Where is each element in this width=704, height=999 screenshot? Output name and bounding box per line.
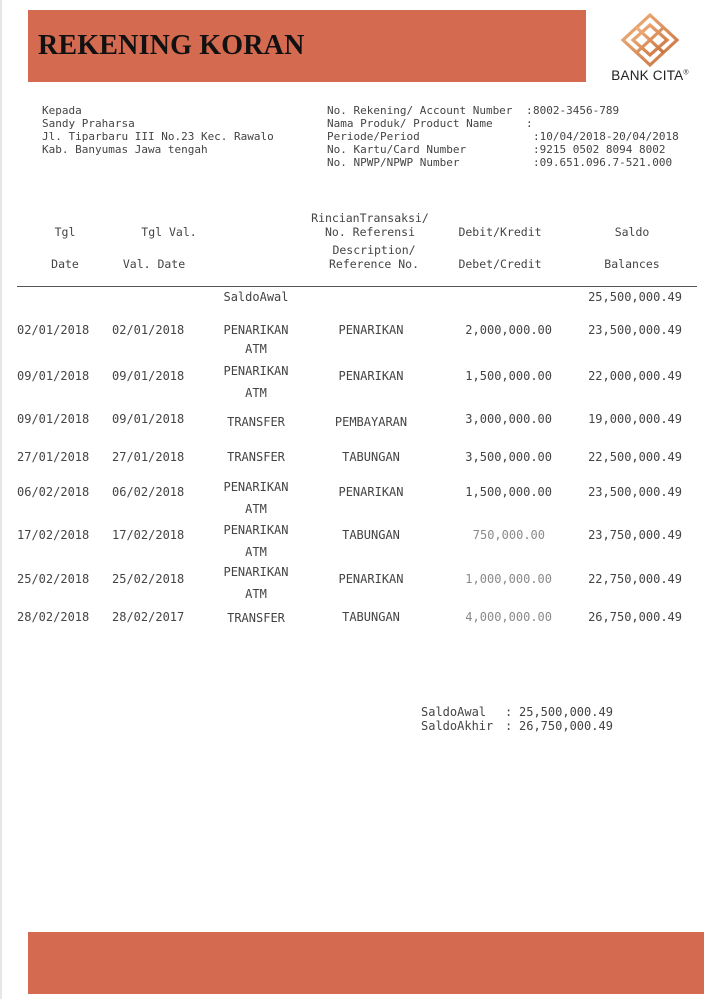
summary-closing-sep: : — [505, 719, 513, 733]
summary-opening-sep: : — [505, 705, 513, 719]
header-reference-no: Reference No. — [328, 257, 419, 271]
header-description: Description/ — [332, 243, 416, 257]
summary-closing-label: SaldoAkhir — [421, 719, 494, 733]
row-balance: 22,500,000.49 — [588, 450, 682, 464]
row-date: 09/01/2018 — [17, 412, 90, 426]
row-description: TRANSFER — [227, 450, 285, 464]
bank-logo — [600, 12, 700, 86]
row-val-date: 25/02/2018 — [112, 572, 185, 586]
npwp-value: :09.651.096.7-521.000 — [533, 156, 673, 169]
account-number-row — [327, 104, 679, 117]
header-debit-kredit: Debit/Kredit — [458, 225, 542, 239]
row-val-date: 09/01/2018 — [112, 412, 185, 426]
opening-label: SaldoAwal — [223, 290, 289, 304]
row-val-date: 06/02/2018 — [112, 485, 185, 499]
row-reference: TABUNGAN — [342, 528, 400, 542]
row-balance: 19,000,000.49 — [588, 412, 682, 426]
card-number-sep — [526, 143, 533, 156]
account-number-sep: : — [526, 104, 533, 117]
row-description: TRANSFER — [227, 415, 285, 429]
row-balance: 23,500,000.49 — [588, 323, 682, 337]
header-tgl-val: Tgl Val. — [141, 225, 197, 239]
diamond-knot-logo-icon — [616, 12, 684, 68]
row-amount: 1,500,000.00 — [465, 369, 552, 383]
row-amount: 3,000,000.00 — [465, 412, 552, 426]
recipient-address-line1: Jl. Tiparbaru III No.23 Kec. Rawalo — [42, 130, 274, 143]
product-name-label: Nama Produk/ Product Name — [327, 117, 493, 130]
header-rule — [17, 286, 697, 287]
row-reference: PEMBAYARAN — [334, 415, 408, 429]
card-number-label: No. Kartu/Card Number — [327, 143, 467, 156]
row-date: 06/02/2018 — [17, 485, 90, 499]
product-name-sep: : — [526, 117, 533, 130]
row-date: 09/01/2018 — [17, 369, 90, 383]
account-info — [327, 104, 679, 169]
row-description: PENARIKAN ATM — [223, 565, 289, 601]
row-description: TRANSFER — [227, 611, 285, 625]
row-balance: 22,000,000.49 — [588, 369, 682, 383]
recipient-address-line2: Kab. Banyumas Jawa tengah — [42, 143, 208, 156]
npwp-label: No. NPWP/NPWP Number — [327, 156, 460, 169]
row-reference: PENARIKAN — [338, 572, 404, 586]
npwp-row — [327, 156, 679, 169]
account-number-label: No. Rekening/ Account Number — [327, 104, 513, 117]
row-val-date: 28/02/2017 — [112, 610, 185, 624]
npwp-sep — [526, 156, 533, 169]
row-reference: PENARIKAN — [338, 485, 404, 499]
row-description: PENARIKAN ATM — [223, 480, 289, 516]
row-amount: 4,000,000.00 — [465, 610, 552, 624]
period-sep — [526, 130, 533, 143]
recipient-name: Sandy Praharsa — [42, 117, 135, 130]
page-edge — [0, 0, 2, 999]
row-date: 27/01/2018 — [17, 450, 90, 464]
card-number-value: :9215 0502 8094 8002 — [533, 143, 666, 156]
row-description: PENARIKAN ATM — [223, 523, 289, 559]
registered-mark: ® — [683, 69, 689, 77]
summary-closing-value: 26,750,000.49 — [519, 719, 613, 733]
header-balances: Balances — [604, 257, 660, 271]
bank-name: BANK CITA® — [611, 68, 689, 83]
recipient-label: Kepada — [42, 104, 82, 117]
header-no-referensi: No. Referensi — [324, 225, 415, 239]
row-date: 28/02/2018 — [17, 610, 90, 624]
period-row — [327, 130, 679, 143]
row-date: 25/02/2018 — [17, 572, 90, 586]
row-date: 02/01/2018 — [17, 323, 90, 337]
header-saldo: Saldo — [614, 225, 650, 239]
period-label: Periode/Period — [327, 130, 420, 143]
row-balance: 26,750,000.49 — [588, 610, 682, 624]
row-amount: 1,500,000.00 — [465, 485, 552, 499]
balance-summary — [421, 705, 613, 733]
card-number-row — [327, 143, 679, 156]
row-reference: TABUNGAN — [342, 450, 400, 464]
row-reference: PENARIKAN — [338, 369, 404, 383]
opening-balance: 25,500,000.49 — [588, 290, 682, 304]
row-val-date: 27/01/2018 — [112, 450, 185, 464]
row-balance: 23,750,000.49 — [588, 528, 682, 542]
row-description: PENARIKAN ATM — [223, 323, 289, 356]
row-description: PENARIKAN ATM — [223, 364, 289, 400]
header-tgl: Tgl — [54, 225, 76, 239]
row-amount: 1,000,000.00 — [465, 572, 552, 586]
header-debet-credit: Debet/Credit — [458, 257, 542, 271]
row-reference: PENARIKAN — [338, 323, 404, 337]
product-name-row — [327, 117, 679, 130]
row-val-date: 17/02/2018 — [112, 528, 185, 542]
recipient-block — [42, 104, 274, 156]
row-date: 17/02/2018 — [17, 528, 90, 542]
summary-opening-label: SaldoAwal — [421, 705, 487, 719]
row-balance: 23,500,000.49 — [588, 485, 682, 499]
summary-opening-row — [421, 705, 613, 719]
header-date: Date — [51, 257, 79, 271]
period-value: :10/04/2018-20/04/2018 — [533, 130, 679, 143]
page-title: REKENING KORAN — [38, 30, 305, 61]
header-rincian: RincianTransaksi/ — [311, 211, 429, 225]
row-val-date: 09/01/2018 — [112, 369, 185, 383]
account-number-value: 8002-3456-789 — [533, 104, 620, 117]
row-amount: 3,500,000.00 — [465, 450, 552, 464]
summary-opening-value: 25,500,000.49 — [519, 705, 613, 719]
row-amount: 2,000,000.00 — [465, 323, 552, 337]
header-val-date: Val. Date — [122, 257, 186, 271]
row-balance: 22,750,000.49 — [588, 572, 682, 586]
footer-band — [28, 932, 704, 994]
summary-closing-row — [421, 719, 613, 733]
row-reference: TABUNGAN — [342, 610, 400, 624]
row-amount: 750,000.00 — [472, 528, 545, 542]
row-val-date: 02/01/2018 — [112, 323, 185, 337]
